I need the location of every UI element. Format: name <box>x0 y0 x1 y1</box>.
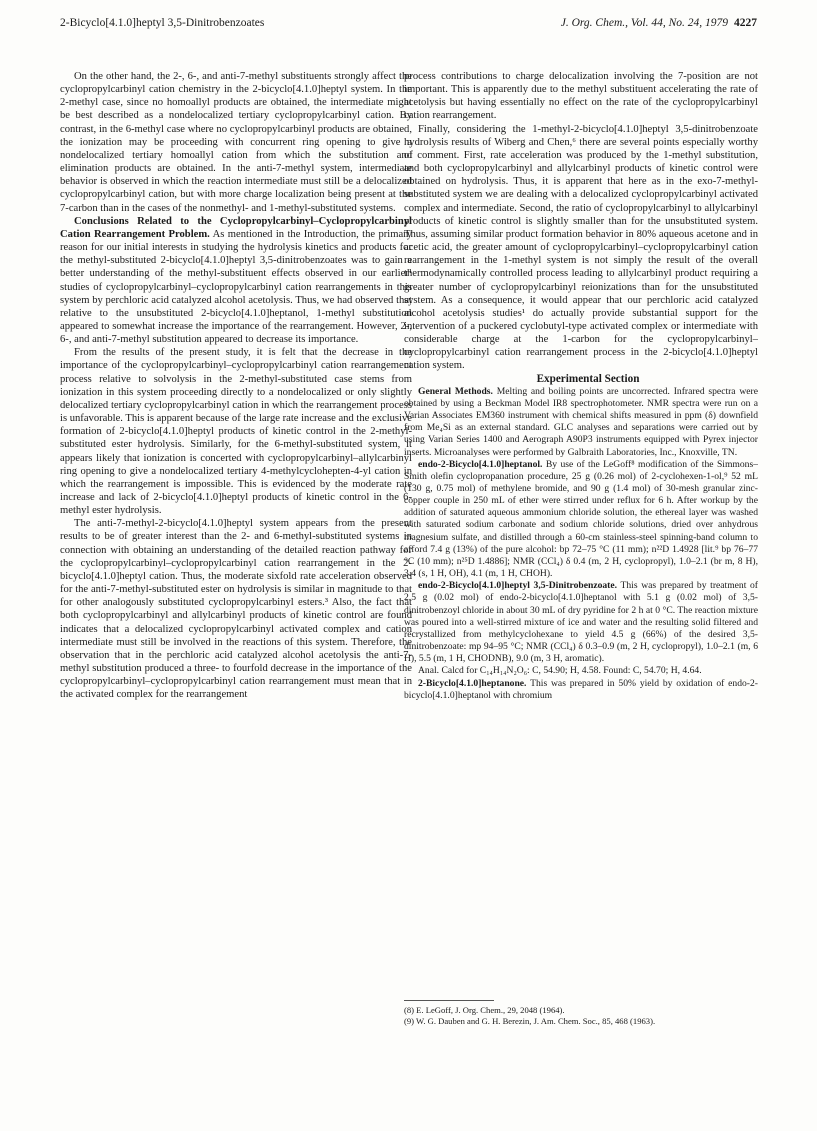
journal-name: J. Org. Chem., Vol. 44, No. 24, 1979 <box>560 17 728 29</box>
paragraph-heading: endo-2-Bicyclo[4.1.0]heptyl 3,5-Dinitrobenzoate. <box>418 580 618 592</box>
footnote-rule <box>404 1000 494 1001</box>
page-number: 4227 <box>734 17 757 29</box>
paragraph: Finally, considering the 1-methyl-2-bicyclo[4.1.0]heptyl 3,5-dinitrobenzoate hydrolysis results of Wiberg and Chen,⁶ there are several points especially worthy of comment. First, rate acceleration was produced by the 1-methyl substitution, and both cyclopropylcarbinyl and allylcarbinyl products of kinetic control were obtained on hydrolysis. Thus, it is apparent that here as in the exo-7-methyl-substituted system we are dealing with a delocalized cyclopropylcarbinyl activated complex and intermediate. Second, the ratio of cyclopropylcarbinyl to allylcarbinyl products of kinetic control is slightly smaller than for the unsubstituted system. Thus, assuming similar product formation behavior in 80% aqueous acetone and in acetic acid, the greater amount of cyclopropylcarbinyl–cyclopropylcarbinyl cation rearrangement in the 1-methyl system is not simply the result of the overall thermodynamically controlled process leading to allylcarbinyl product requiring a greater number of cyclopropylcarbinyl reionizations than for the unsubstituted system. As a consequence, it would appear that our perchloric acid catalyzed alcohol acetolysis studies¹ do actually provide substantial support for the intervention of a puckered cyclobutyl-type activated complex or intermediate with considerable charge at the 1-carbon for the cyclopropylcarbinyl–cyclopropylcarbinyl cation rearrangement process in the 2-bicyclo[4.1.0]heptyl cation system. <box>404 123 758 372</box>
paragraph-body: Melting and boiling points are uncorrected. Infrared spectra were obtained by using a Beckman Model IR8 spectrophotometer. NMR spectra were run on a Varian Associates EM360 instrument with chemical shifts measured in ppm (δ) downfield from Me₄Si as an external standard. GLC analyses and separations were carried out by using Varian Series 1400 and Aerograph A90P3 instruments equipped with Pyrex injector inserts. Microanalyses were performed by Galbraith Laboratories, Inc., Knoxville, TN. <box>404 385 758 458</box>
journal-citation <box>561 12 757 34</box>
paragraph: From the results of the present study, it is felt that the decrease in the importance of the cyclopropylcarbinyl–cyclopropylcarbinyl cation rearrangement process relative to solvolysis in the 2-methyl-substituted case stems from ionization in this system proceeding directly to a nondelocalized or only slightly delocalized tertiary cyclopropylcarbinyl cation in which the rearrangement process is unfavorable. This is apparent because of the large rate increase and the exclusive formation of 2-bicyclo[4.1.0]heptyl products of kinetic control in the 2-methyl-substituted ester hydrolysis. Similarly, for the 6-methyl-substituted system, it appears likely that ionization is concerted with cyclopropylcarbinyl–allylcarbinyl ring opening to give a nondelocalized tertiary 4-methylcyclohepten-4-yl cation in which the rearrangement is impossible. This is evidenced by the moderate rate increase and lack of 2-bicyclo[4.1.0]heptyl products of kinetic control in the 6-methyl ester hydrolysis. <box>60 347 412 517</box>
footnote: (8) E. LeGoff, J. Org. Chem., 29, 2048 (1964). <box>404 1005 565 1015</box>
paragraph: Anal. Calcd for C₁₄H₁₄N₂O₆: C, 54.90; H, 4.58. Found: C, 54.70; H, 4.64. <box>418 665 702 677</box>
experimental-section <box>404 386 758 702</box>
paragraph-heading: 2-Bicyclo[4.1.0]heptanone. <box>418 677 527 689</box>
left-column <box>60 70 412 1110</box>
paragraph <box>404 459 758 581</box>
right-column <box>404 70 758 1110</box>
paragraph-body: As mentioned in the Introduction, the primary reason for our initial interests in studying the hydrolysis kinetics and products for the methyl-substituted 2-bicyclo[4.1.0]heptyl 3,5-dinitrobenzoates was to gain a better understanding of the methyl-substituent effects observed in our earlier¹ studies of cyclopropylcarbinyl–cyclopropylcarbinyl cation rearrangements in this system by perchloric acid catalyzed alcohol acetolysis. Thus, we had observed that relative to the unsubstituted 2-bicyclo[4.1.0]heptanol, 1-methyl substitution appeared to somewhat increase the importance of the rearrangement. However, 2-, 6-, and anti-7-methyl substitution appeared to decrease its importance. <box>60 228 412 346</box>
paragraph-heading: endo-2-Bicyclo[4.1.0]heptanol. <box>418 458 543 470</box>
running-title: 2-Bicyclo[4.1.0]heptyl 3,5-Dinitrobenzoates <box>60 17 265 29</box>
footnotes <box>404 1000 758 1027</box>
paragraph <box>404 580 758 665</box>
paragraph <box>60 215 412 347</box>
paragraph-body: This was prepared by treatment of 2.5 g (0.02 mol) of endo-2-bicyclo[4.1.0]heptanol with 5.1 g (0.02 mol) of 3,5-dinitrobenzoyl chloride in about 30 mL of dry pyridine for 2 h at 0 °C. The reaction mixture was poured into a well-stirred mixture of ice and water and the resulting solid filtered and recrystallized from methylcyclohexane to yield 4.5 g (66%) of the desired 3,5-dinitrobenzoate: mp 94–95 °C; NMR (CCl₄) δ 0.3–0.9 (m, 2 H, cyclopropyl), 1.0–2.1 (m, 6 H), 5.5 (m, 1 H, CHODNB), 9.0 (m, 3 H, aromatic). <box>404 580 758 665</box>
paragraph: The anti-7-methyl-2-bicyclo[4.1.0]heptyl system appears from the present results to be of greater interest than the 2- and 6-methyl-substituted systems in connection with obtaining an understanding of the detailed reaction pathway for the cyclopropylcarbinyl–cyclopropylcarbinyl cation rearrangement in the 2-bicyclo[4.1.0]heptyl cation. Thus, the moderate sixfold rate acceleration observed for the anti-7-methyl-substituted ester on hydrolysis is similar in magnitude to that for other analogously substituted cyclopropylcarbinyl esters.³ Also, the fact that both cyclopropylcarbinyl and allylcarbinyl products of kinetic control are found indicates that a delocalized cyclopropylcarbinyl activated complex and cation intermediate must still be involved in the reactions of this system. Therefore, the observation that in the perchloric acid catalyzed alcohol acetolysis the anti-7-methyl substitution produced a three- to fourfold decrease in the importance of the cyclopropylcarbinyl–cyclopropylcarbinyl cation rearrangement must mean that in the activated complex for the rearrangement <box>60 518 412 701</box>
paragraph <box>404 386 758 459</box>
paragraph-heading: General Methods. <box>418 385 493 397</box>
paragraph <box>404 678 758 702</box>
paragraph-body: This was prepared in 50% yield by oxidation of endo-2-bicyclo[4.1.0]heptanol with chromium <box>404 677 758 701</box>
running-header <box>60 12 757 34</box>
paragraph-body: By use of the LeGoff⁸ modification of the Simmons–Smith olefin cyclopropanation procedure, 25 g (0.26 mol) of 2-cyclohexen-1-ol,⁹ 52 mL (130 g, 0.75 mol) of methylene bromide, and 90 g (1.4 mol) of 30-mesh granular zinc-copper couple in 250 mL of ether were stirred under reflux for 6 h. After workup by the addition of saturated aqueous ammonium chloride solution, the ethereal layer was washed with saturated sodium carbonate and sodium chloride solutions, dried over anhydrous magnesium sulfate, and distilled through a 60-cm stainless-steel spinning-band column to afford 7.4 g (13%) of the pure alcohol: bp 72–75 °C (11 mm); n²²D 1.4928 [lit.⁹ bp 76–77 °C (10 mm); n²⁵D 1.4886]; NMR (CCl₄) δ 0.4 (m, 2 H, cyclopropyl), 1.0–2.1 (br m, 8 H), 3.4 (s, 1 H, OH), 4.1 (m, 1 H, CHOH). <box>404 458 758 580</box>
section-title: Experimental Section <box>536 372 640 385</box>
footnote: (9) W. G. Dauben and G. H. Berezin, J. Am. Chem. Soc., 85, 468 (1963). <box>404 1016 656 1026</box>
paragraph-heading: Conclusions Related to the Cyclopropylcarbinyl–Cyclopropylcarbinyl Cation Rearrangement Problem. <box>60 215 412 240</box>
paragraph: On the other hand, the 2-, 6-, and anti-7-methyl substituents strongly affect the cyclopropylcarbinyl cation chemistry in the 2-bicyclo[4.1.0]heptyl system. In the 2-methyl case, since no homoallyl products are obtained, the intermediate might be best described as a nondelocalized tertiary cyclopropylcarbinyl cation. By contrast, in the 6-methyl case where no cyclopropylcarbinyl products are obtained, the ionization may be proceeding with concurrent ring opening to give a nondelocalized tertiary homoallyl cation from which the substitution and elimination products are obtained. In the anti-7-methyl system, intermediate behavior is observed in which the reaction intermediate must still be a delocalized cyclopropylcarbinyl cation, but with more charge localization being present at the 7-carbon than in the cases of the nonmethyl- and 1-methyl-substituted systems. <box>60 71 412 214</box>
paragraph: process contributions to charge delocalization involving the 7-position are not important. This is apparently due to the methyl substituent accelerating the rate of acetolysis but having essentially no effect on the rate of the cyclopropylcarbinyl cation rearrangement. <box>404 71 758 122</box>
